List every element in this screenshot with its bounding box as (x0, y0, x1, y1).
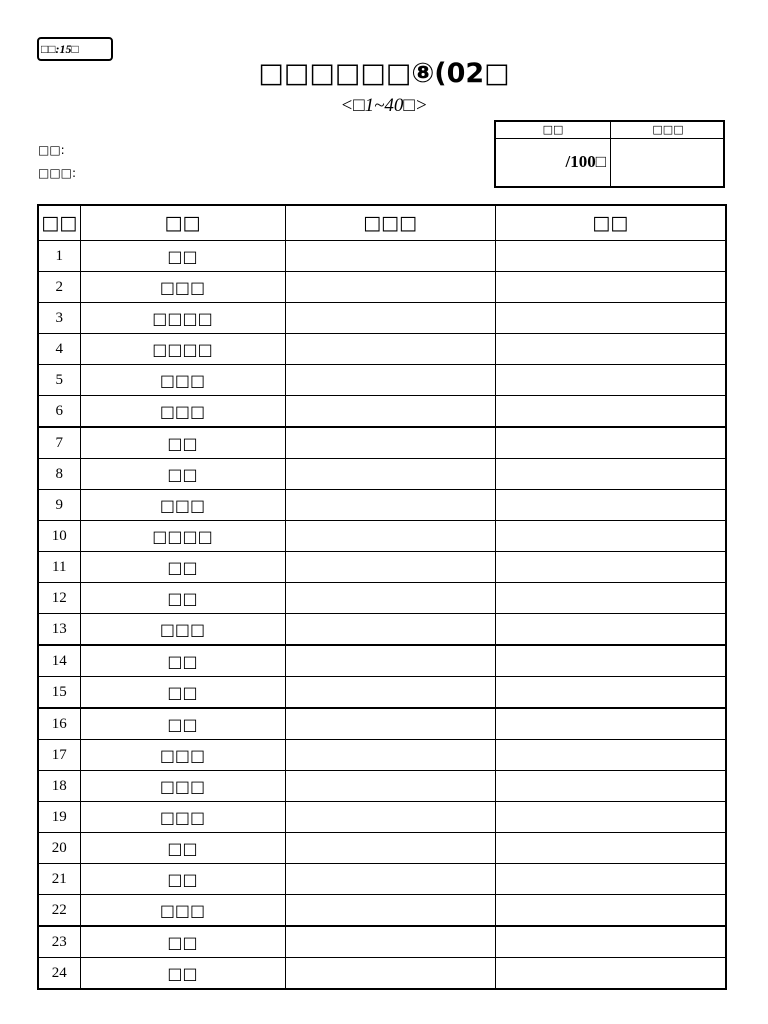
note-cell[interactable] (495, 864, 726, 895)
score-header-right: □□□ (610, 122, 725, 139)
answer-cell[interactable] (285, 833, 495, 864)
note-cell[interactable] (495, 396, 726, 428)
answer-cell[interactable] (285, 552, 495, 583)
word-cell: □□□ (80, 802, 285, 833)
table-row (38, 521, 726, 552)
word-cell: □□ (80, 459, 285, 490)
note-cell[interactable] (495, 427, 726, 459)
row-number: 16 (38, 708, 80, 740)
class-field-label: □□: (38, 143, 65, 157)
name-field-label: □□□: (38, 166, 77, 180)
answer-cell[interactable] (285, 427, 495, 459)
answer-cell[interactable] (285, 895, 495, 927)
table-row (38, 396, 726, 428)
answer-cell[interactable] (285, 490, 495, 521)
word-cell: □□□ (80, 490, 285, 521)
answer-cell[interactable] (285, 521, 495, 552)
table-row (38, 241, 726, 272)
score-divider (610, 139, 611, 186)
row-number: 12 (38, 583, 80, 614)
row-number: 4 (38, 334, 80, 365)
row-number: 6 (38, 396, 80, 428)
table-row (38, 708, 726, 740)
word-cell: □□□ (80, 365, 285, 396)
note-cell[interactable] (495, 583, 726, 614)
table-row (38, 926, 726, 958)
table-row (38, 645, 726, 677)
word-cell: □□ (80, 864, 285, 895)
word-cell: □□□□ (80, 334, 285, 365)
column-header: □□□ (285, 205, 495, 241)
row-number: 21 (38, 864, 80, 895)
row-number: 17 (38, 740, 80, 771)
row-number: 23 (38, 926, 80, 958)
answer-cell[interactable] (285, 708, 495, 740)
answer-cell[interactable] (285, 396, 495, 428)
page-title: □□□□□□⑧(02□ (258, 58, 510, 89)
row-number: 2 (38, 272, 80, 303)
row-number: 9 (38, 490, 80, 521)
answer-cell[interactable] (285, 614, 495, 646)
table-row (38, 614, 726, 646)
table-row (38, 365, 726, 396)
table-row (38, 802, 726, 833)
score-value: /100□ (565, 152, 606, 171)
vocab-table (37, 204, 727, 990)
answer-cell[interactable] (285, 645, 495, 677)
answer-cell[interactable] (285, 958, 495, 990)
answer-cell[interactable] (285, 677, 495, 709)
page-subtitle: <□1~40□> (340, 95, 428, 116)
answer-cell[interactable] (285, 583, 495, 614)
note-cell[interactable] (495, 895, 726, 927)
row-number: 24 (38, 958, 80, 990)
note-cell[interactable] (495, 552, 726, 583)
row-number: 22 (38, 895, 80, 927)
table-row (38, 490, 726, 521)
note-cell[interactable] (495, 958, 726, 990)
row-number: 10 (38, 521, 80, 552)
table-row (38, 427, 726, 459)
word-cell: □□□□ (80, 521, 285, 552)
note-cell[interactable] (495, 614, 726, 646)
word-cell: □□ (80, 833, 285, 864)
word-cell: □□ (80, 677, 285, 709)
word-cell: □□□ (80, 272, 285, 303)
word-cell: □□ (80, 552, 285, 583)
table-row (38, 303, 726, 334)
note-cell[interactable] (495, 708, 726, 740)
row-number: 13 (38, 614, 80, 646)
table-row (38, 740, 726, 771)
word-cell: □□ (80, 926, 285, 958)
table-row (38, 272, 726, 303)
score-header-left: □□ (496, 122, 610, 139)
time-limit-badge: □□:15□ (37, 37, 113, 61)
word-cell: □□ (80, 241, 285, 272)
table-row (38, 833, 726, 864)
answer-cell[interactable] (285, 926, 495, 958)
answer-cell[interactable] (285, 459, 495, 490)
table-row (38, 552, 726, 583)
note-cell[interactable] (495, 926, 726, 958)
note-cell[interactable] (495, 521, 726, 552)
note-cell[interactable] (495, 272, 726, 303)
row-number: 3 (38, 303, 80, 334)
note-cell[interactable] (495, 833, 726, 864)
table-row (38, 958, 726, 990)
word-cell: □□ (80, 583, 285, 614)
word-cell: □□□ (80, 895, 285, 927)
answer-cell[interactable] (285, 272, 495, 303)
score-box (494, 120, 725, 188)
answer-cell[interactable] (285, 771, 495, 802)
row-number: 14 (38, 645, 80, 677)
word-cell: □□ (80, 958, 285, 990)
table-row (38, 771, 726, 802)
row-number: 8 (38, 459, 80, 490)
row-number: 11 (38, 552, 80, 583)
row-number: 18 (38, 771, 80, 802)
row-number: 15 (38, 677, 80, 709)
column-header: □□ (495, 205, 726, 241)
table-row (38, 864, 726, 895)
note-cell[interactable] (495, 802, 726, 833)
note-cell[interactable] (495, 677, 726, 709)
word-cell: □□ (80, 427, 285, 459)
table-row (38, 459, 726, 490)
table-row (38, 334, 726, 365)
word-cell: □□□ (80, 771, 285, 802)
word-cell: □□□ (80, 396, 285, 428)
note-cell[interactable] (495, 241, 726, 272)
column-header: □□ (38, 205, 80, 241)
note-cell[interactable] (495, 365, 726, 396)
word-cell: □□□□ (80, 303, 285, 334)
note-cell[interactable] (495, 490, 726, 521)
answer-cell[interactable] (285, 334, 495, 365)
note-cell[interactable] (495, 645, 726, 677)
note-cell[interactable] (495, 740, 726, 771)
row-number: 20 (38, 833, 80, 864)
note-cell[interactable] (495, 334, 726, 365)
row-number: 7 (38, 427, 80, 459)
answer-cell[interactable] (285, 802, 495, 833)
table-row (38, 677, 726, 709)
word-cell: □□□ (80, 740, 285, 771)
word-cell: □□□ (80, 614, 285, 646)
answer-cell[interactable] (285, 740, 495, 771)
row-number: 5 (38, 365, 80, 396)
note-cell[interactable] (495, 459, 726, 490)
row-number: 1 (38, 241, 80, 272)
table-row (38, 895, 726, 927)
answer-cell[interactable] (285, 864, 495, 895)
table-row (38, 583, 726, 614)
note-cell[interactable] (495, 303, 726, 334)
note-cell[interactable] (495, 771, 726, 802)
answer-cell[interactable] (285, 303, 495, 334)
word-cell: □□ (80, 708, 285, 740)
column-header: □□ (80, 205, 285, 241)
table-header-row (38, 205, 726, 241)
answer-cell[interactable] (285, 365, 495, 396)
row-number: 19 (38, 802, 80, 833)
word-cell: □□ (80, 645, 285, 677)
answer-cell[interactable] (285, 241, 495, 272)
